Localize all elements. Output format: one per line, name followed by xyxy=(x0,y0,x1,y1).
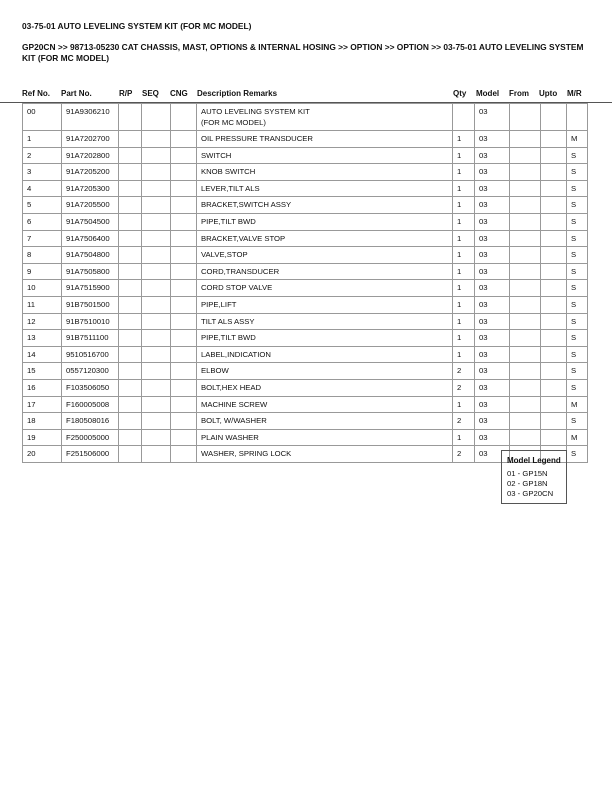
cell-seq xyxy=(142,104,171,131)
col-header-mr: M/R xyxy=(567,89,582,98)
cell-ref: 13 xyxy=(23,330,62,347)
cell-mr: S xyxy=(567,280,588,297)
cell-mr: S xyxy=(567,164,588,181)
cell-upto xyxy=(541,197,567,214)
table-row[interactable] xyxy=(23,363,588,380)
cell-rp xyxy=(119,363,142,380)
cell-mr: S xyxy=(567,413,588,430)
cell-rp xyxy=(119,131,142,148)
cell-model: 03 xyxy=(475,263,510,280)
cell-upto xyxy=(541,131,567,148)
cell-part: 91A7504800 xyxy=(62,247,119,264)
cell-rp xyxy=(119,346,142,363)
cell-cng xyxy=(171,396,197,413)
cell-model: 03 xyxy=(475,147,510,164)
cell-ref: 16 xyxy=(23,379,62,396)
cell-seq xyxy=(142,230,171,247)
cell-ref: 6 xyxy=(23,213,62,230)
cell-mr xyxy=(567,104,588,131)
cell-upto xyxy=(541,247,567,264)
cell-part: 91A7205200 xyxy=(62,164,119,181)
cell-upto xyxy=(541,180,567,197)
col-header-upto: Upto xyxy=(539,89,558,98)
cell-qty: 1 xyxy=(453,131,475,148)
cell-upto xyxy=(541,313,567,330)
cell-cng xyxy=(171,197,197,214)
cell-cng xyxy=(171,247,197,264)
cell-mr: S xyxy=(567,330,588,347)
cell-from xyxy=(510,280,541,297)
cell-seq xyxy=(142,429,171,446)
col-header-qty: Qty xyxy=(453,89,467,98)
cell-from xyxy=(510,363,541,380)
cell-mr: M xyxy=(567,131,588,148)
cell-desc: CORD,TRANSDUCER xyxy=(197,263,453,280)
cell-model: 03 xyxy=(475,413,510,430)
cell-rp xyxy=(119,180,142,197)
cell-mr: S xyxy=(567,446,588,463)
cell-qty: 1 xyxy=(453,346,475,363)
cell-model: 03 xyxy=(475,313,510,330)
cell-from xyxy=(510,180,541,197)
cell-rp xyxy=(119,429,142,446)
cell-ref: 2 xyxy=(23,147,62,164)
cell-seq xyxy=(142,131,171,148)
cell-part: 91A7505800 xyxy=(62,263,119,280)
cell-cng xyxy=(171,413,197,430)
cell-desc: SWITCH xyxy=(197,147,453,164)
col-header-desc: Description Remarks xyxy=(197,89,278,98)
cell-mr: M xyxy=(567,396,588,413)
cell-ref: 7 xyxy=(23,230,62,247)
cell-upto xyxy=(541,263,567,280)
cell-from xyxy=(510,346,541,363)
cell-model: 03 xyxy=(475,104,510,131)
cell-rp xyxy=(119,396,142,413)
cell-qty: 1 xyxy=(453,263,475,280)
cell-part: 91A7202700 xyxy=(62,131,119,148)
cell-upto xyxy=(541,346,567,363)
cell-rp xyxy=(119,296,142,313)
cell-ref: 19 xyxy=(23,429,62,446)
cell-model: 03 xyxy=(475,429,510,446)
cell-cng xyxy=(171,363,197,380)
cell-cng xyxy=(171,213,197,230)
cell-model: 03 xyxy=(475,446,510,463)
table-row[interactable] xyxy=(23,346,588,363)
cell-qty: 1 xyxy=(453,280,475,297)
cell-cng xyxy=(171,429,197,446)
cell-seq xyxy=(142,180,171,197)
cell-seq xyxy=(142,379,171,396)
cell-seq xyxy=(142,213,171,230)
table-row[interactable] xyxy=(23,313,588,330)
cell-seq xyxy=(142,263,171,280)
table-row[interactable] xyxy=(23,396,588,413)
table-row[interactable] xyxy=(23,104,588,131)
cell-qty: 1 xyxy=(453,247,475,264)
cell-part: F250005000 xyxy=(62,429,119,446)
cell-cng xyxy=(171,263,197,280)
cell-qty: 2 xyxy=(453,379,475,396)
cell-model: 03 xyxy=(475,330,510,347)
cell-from xyxy=(510,413,541,430)
table-row[interactable] xyxy=(23,429,588,446)
cell-mr: S xyxy=(567,230,588,247)
cell-part: 91B7501500 xyxy=(62,296,119,313)
cell-seq xyxy=(142,363,171,380)
cell-qty: 2 xyxy=(453,363,475,380)
table-row[interactable] xyxy=(23,197,588,214)
cell-upto xyxy=(541,213,567,230)
cell-qty: 1 xyxy=(453,147,475,164)
cell-cng xyxy=(171,296,197,313)
cell-model: 03 xyxy=(475,379,510,396)
cell-seq xyxy=(142,313,171,330)
cell-rp xyxy=(119,446,142,463)
cell-model: 03 xyxy=(475,131,510,148)
cell-desc: BOLT,HEX HEAD xyxy=(197,379,453,396)
cell-seq xyxy=(142,197,171,214)
cell-from xyxy=(510,247,541,264)
cell-upto xyxy=(541,280,567,297)
cell-model: 03 xyxy=(475,230,510,247)
cell-mr: S xyxy=(567,296,588,313)
cell-mr: S xyxy=(567,313,588,330)
cell-part: F180508016 xyxy=(62,413,119,430)
cell-from xyxy=(510,330,541,347)
cell-qty: 1 xyxy=(453,180,475,197)
col-header-part: Part No. xyxy=(61,89,92,98)
cell-from xyxy=(510,104,541,131)
cell-part: 91A7205300 xyxy=(62,180,119,197)
cell-model: 03 xyxy=(475,197,510,214)
cell-desc: CORD STOP VALVE xyxy=(197,280,453,297)
cell-mr: S xyxy=(567,197,588,214)
cell-ref: 3 xyxy=(23,164,62,181)
cell-desc: PLAIN WASHER xyxy=(197,429,453,446)
cell-mr: S xyxy=(567,247,588,264)
cell-seq xyxy=(142,446,171,463)
col-header-from: From xyxy=(509,89,529,98)
cell-qty: 2 xyxy=(453,446,475,463)
cell-part: 9510516700 xyxy=(62,346,119,363)
legend-title: Model Legend xyxy=(507,456,561,465)
cell-desc: PIPE,TILT BWD xyxy=(197,330,453,347)
cell-desc: OIL PRESSURE TRANSDUCER xyxy=(197,131,453,148)
cell-seq xyxy=(142,346,171,363)
cell-from xyxy=(510,131,541,148)
cell-upto xyxy=(541,330,567,347)
cell-mr: M xyxy=(567,429,588,446)
cell-from xyxy=(510,147,541,164)
cell-rp xyxy=(119,313,142,330)
cell-ref: 9 xyxy=(23,263,62,280)
cell-mr: S xyxy=(567,180,588,197)
cell-cng xyxy=(171,104,197,131)
cell-cng xyxy=(171,346,197,363)
cell-from xyxy=(510,379,541,396)
cell-cng xyxy=(171,379,197,396)
cell-part: F103506050 xyxy=(62,379,119,396)
table-row[interactable] xyxy=(23,379,588,396)
cell-rp xyxy=(119,164,142,181)
cell-rp xyxy=(119,230,142,247)
cell-part: 91B7510010 xyxy=(62,313,119,330)
cell-model: 03 xyxy=(475,363,510,380)
table-row[interactable] xyxy=(23,131,588,148)
table-row[interactable] xyxy=(23,147,588,164)
col-header-model: Model xyxy=(476,89,500,98)
cell-upto xyxy=(541,363,567,380)
cell-upto xyxy=(541,396,567,413)
cell-qty: 1 xyxy=(453,429,475,446)
cell-from xyxy=(510,313,541,330)
parts-table xyxy=(22,103,588,463)
cell-model: 03 xyxy=(475,280,510,297)
cell-part: 91A7515900 xyxy=(62,280,119,297)
cell-seq xyxy=(142,396,171,413)
col-header-seq: SEQ xyxy=(142,89,159,98)
cell-upto xyxy=(541,379,567,396)
table-row[interactable] xyxy=(23,280,588,297)
page-title: 03-75-01 AUTO LEVELING SYSTEM KIT (FOR MC MODEL) xyxy=(22,21,252,31)
cell-desc: PIPE,TILT BWD xyxy=(197,213,453,230)
cell-ref: 1 xyxy=(23,131,62,148)
cell-desc: LEVER,TILT ALS xyxy=(197,180,453,197)
cell-cng xyxy=(171,230,197,247)
cell-ref: 8 xyxy=(23,247,62,264)
cell-qty: 1 xyxy=(453,313,475,330)
cell-part: 91A7506400 xyxy=(62,230,119,247)
cell-part: 91B7511100 xyxy=(62,330,119,347)
cell-desc: AUTO LEVELING SYSTEM KIT (FOR MC MODEL) xyxy=(197,104,453,131)
model-legend xyxy=(501,450,567,504)
legend-item: 02 - GP18N xyxy=(507,479,548,488)
cell-rp xyxy=(119,280,142,297)
cell-qty: 1 xyxy=(453,164,475,181)
cell-desc: WASHER, SPRING LOCK xyxy=(197,446,453,463)
cell-qty: 1 xyxy=(453,296,475,313)
table-row[interactable] xyxy=(23,296,588,313)
cell-qty: 1 xyxy=(453,330,475,347)
cell-part: 91A7202800 xyxy=(62,147,119,164)
cell-from xyxy=(510,429,541,446)
cell-qty: 1 xyxy=(453,213,475,230)
table-row[interactable] xyxy=(23,180,588,197)
cell-seq xyxy=(142,147,171,164)
cell-qty: 1 xyxy=(453,197,475,214)
cell-model: 03 xyxy=(475,247,510,264)
cell-desc: KNOB SWITCH xyxy=(197,164,453,181)
cell-desc: BRACKET,VALVE STOP xyxy=(197,230,453,247)
cell-model: 03 xyxy=(475,180,510,197)
breadcrumb: GP20CN >> 98713-05230 CAT CHASSIS, MAST, OPTIONS & INTERNAL HOSING >> OPTION >> OPTION >> 03-75-01 AUTO LEVELING SYSTEM KIT (FOR MC MODEL) xyxy=(22,42,584,63)
cell-seq xyxy=(142,330,171,347)
cell-seq xyxy=(142,413,171,430)
cell-from xyxy=(510,213,541,230)
cell-rp xyxy=(119,379,142,396)
cell-mr: S xyxy=(567,363,588,380)
cell-desc: LABEL,INDICATION xyxy=(197,346,453,363)
table-row[interactable] xyxy=(23,413,588,430)
cell-seq xyxy=(142,164,171,181)
cell-from xyxy=(510,230,541,247)
cell-cng xyxy=(171,180,197,197)
cell-cng xyxy=(171,446,197,463)
cell-upto xyxy=(541,147,567,164)
cell-part: F160005008 xyxy=(62,396,119,413)
cell-cng xyxy=(171,330,197,347)
cell-from xyxy=(510,164,541,181)
cell-qty: 1 xyxy=(453,230,475,247)
cell-seq xyxy=(142,247,171,264)
cell-rp xyxy=(119,197,142,214)
cell-model: 03 xyxy=(475,296,510,313)
cell-from xyxy=(510,396,541,413)
cell-qty xyxy=(453,104,475,131)
cell-ref: 11 xyxy=(23,296,62,313)
cell-part: F251506000 xyxy=(62,446,119,463)
cell-mr: S xyxy=(567,263,588,280)
cell-seq xyxy=(142,280,171,297)
cell-model: 03 xyxy=(475,164,510,181)
cell-qty: 2 xyxy=(453,413,475,430)
cell-mr: S xyxy=(567,379,588,396)
cell-ref: 18 xyxy=(23,413,62,430)
cell-ref: 12 xyxy=(23,313,62,330)
table-row[interactable] xyxy=(23,330,588,347)
cell-mr: S xyxy=(567,213,588,230)
cell-part: 91A7205500 xyxy=(62,197,119,214)
cell-rp xyxy=(119,213,142,230)
cell-upto xyxy=(541,104,567,131)
cell-ref: 4 xyxy=(23,180,62,197)
cell-cng xyxy=(171,313,197,330)
cell-desc: TILT ALS ASSY xyxy=(197,313,453,330)
legend-item: 03 - GP20CN xyxy=(507,489,554,498)
cell-model: 03 xyxy=(475,213,510,230)
cell-rp xyxy=(119,413,142,430)
cell-cng xyxy=(171,164,197,181)
cell-from xyxy=(510,263,541,280)
cell-desc: BOLT, W/WASHER xyxy=(197,413,453,430)
cell-rp xyxy=(119,263,142,280)
cell-ref: 17 xyxy=(23,396,62,413)
table-row[interactable] xyxy=(23,164,588,181)
table-row[interactable] xyxy=(23,247,588,264)
cell-upto xyxy=(541,429,567,446)
cell-from xyxy=(510,197,541,214)
cell-desc: VALVE,STOP xyxy=(197,247,453,264)
cell-desc: BRACKET,SWITCH ASSY xyxy=(197,197,453,214)
cell-model: 03 xyxy=(475,346,510,363)
cell-rp xyxy=(119,247,142,264)
cell-ref: 14 xyxy=(23,346,62,363)
cell-desc: PIPE,LIFT xyxy=(197,296,453,313)
cell-ref: 5 xyxy=(23,197,62,214)
col-header-ref: Ref No. xyxy=(22,89,50,98)
cell-from xyxy=(510,296,541,313)
cell-ref: 20 xyxy=(23,446,62,463)
cell-rp xyxy=(119,330,142,347)
col-header-cng: CNG xyxy=(170,89,188,98)
table-row[interactable] xyxy=(23,263,588,280)
cell-cng xyxy=(171,131,197,148)
cell-seq xyxy=(142,296,171,313)
cell-part: 91A7504500 xyxy=(62,213,119,230)
cell-upto xyxy=(541,296,567,313)
table-row[interactable] xyxy=(23,213,588,230)
cell-mr: S xyxy=(567,147,588,164)
legend-item: 01 - GP15N xyxy=(507,469,548,478)
cell-upto xyxy=(541,413,567,430)
cell-cng xyxy=(171,147,197,164)
cell-ref: 10 xyxy=(23,280,62,297)
cell-rp xyxy=(119,104,142,131)
cell-ref: 15 xyxy=(23,363,62,380)
cell-upto xyxy=(541,230,567,247)
cell-model: 03 xyxy=(475,396,510,413)
cell-rp xyxy=(119,147,142,164)
cell-desc: MACHINE SCREW xyxy=(197,396,453,413)
cell-ref: 00 xyxy=(23,104,62,131)
cell-part: 91A9306210 xyxy=(62,104,119,131)
cell-desc: ELBOW xyxy=(197,363,453,380)
cell-mr: S xyxy=(567,346,588,363)
table-row[interactable] xyxy=(23,230,588,247)
cell-cng xyxy=(171,280,197,297)
cell-part: 0557120300 xyxy=(62,363,119,380)
cell-qty: 1 xyxy=(453,396,475,413)
cell-upto xyxy=(541,164,567,181)
col-header-rp: R/P xyxy=(119,89,133,98)
